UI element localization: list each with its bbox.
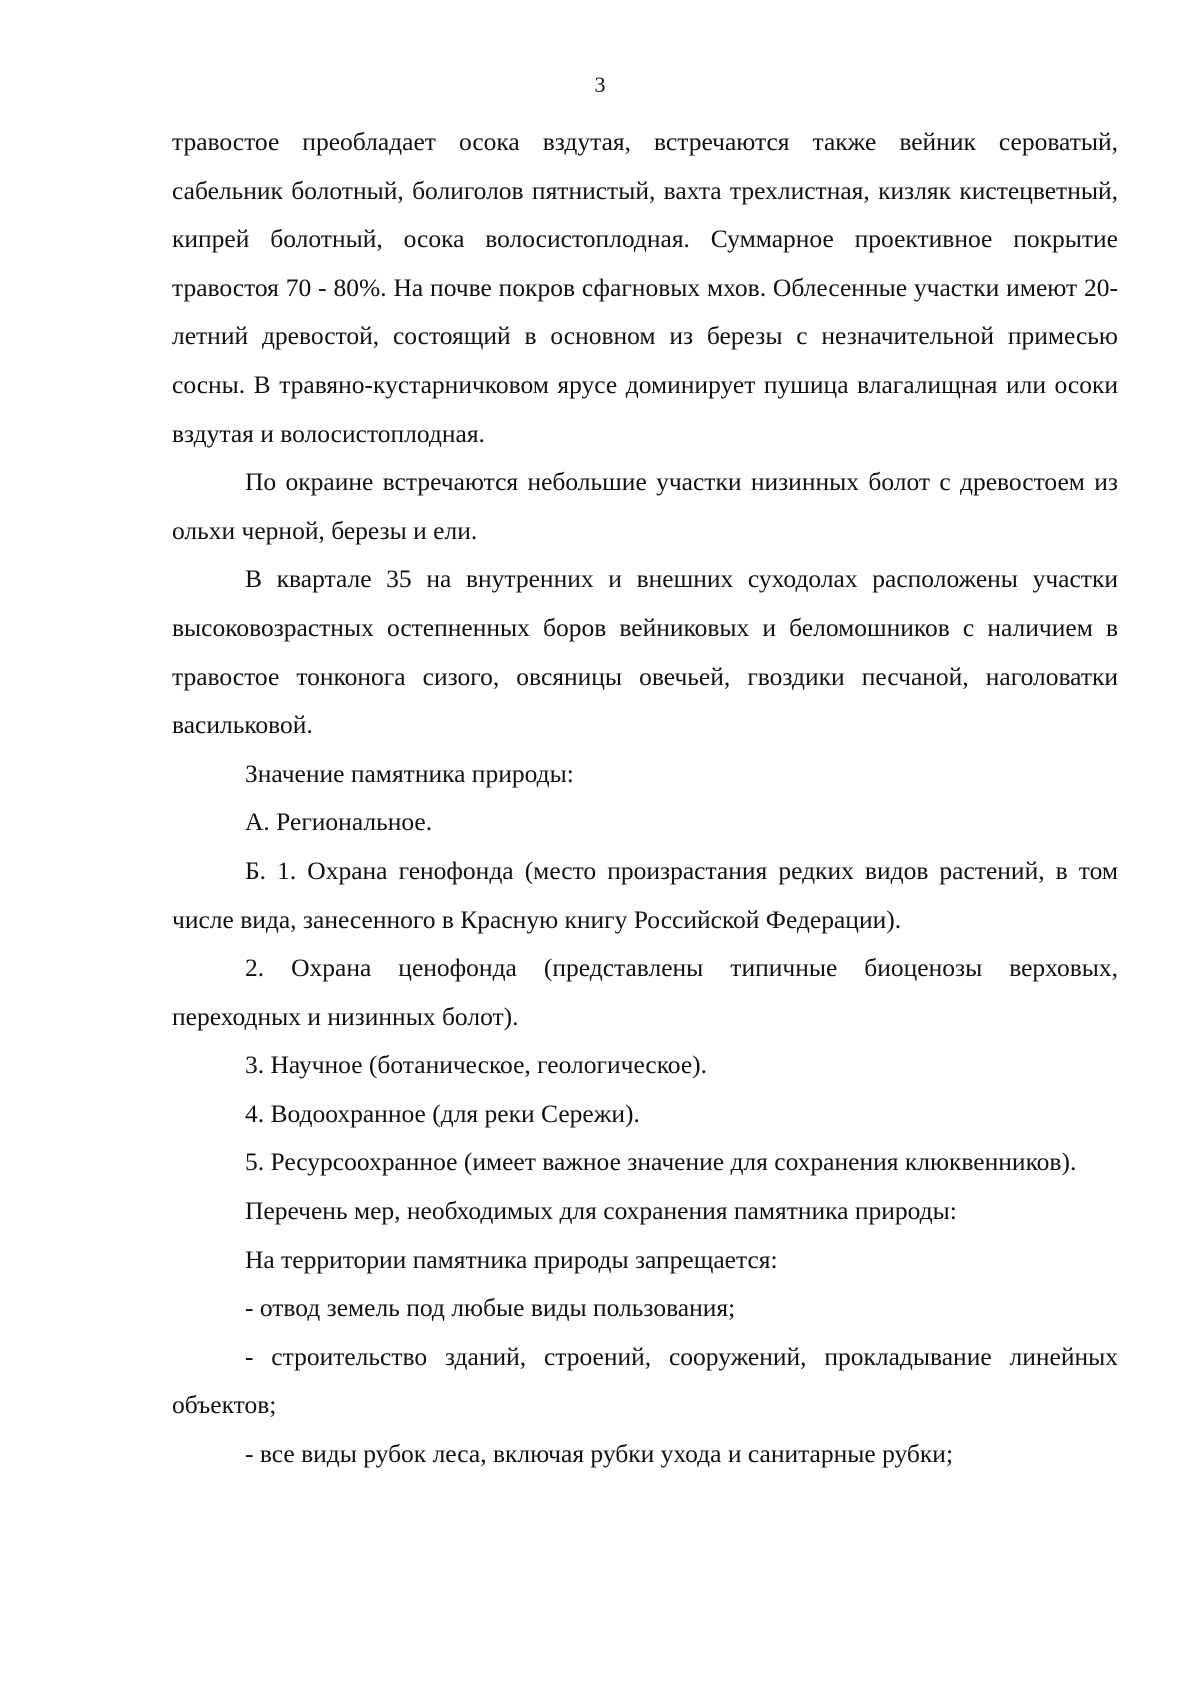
- paragraph-significance-heading: Значение памятника природы:: [245, 758, 574, 788]
- paragraph-significance-b1: Б. 1. Охрана генофонда (место произрастания редких видов растений, в том числе вида, занесенного в Красную книгу Российской Федерации).: [172, 855, 1118, 934]
- document-body: [172, 118, 1118, 1479]
- page-number: 3: [594, 72, 606, 97]
- paragraph-significance-4: 4. Водоохранное (для реки Сережи).: [245, 1098, 640, 1128]
- paragraph-lowland-bogs: По окраине встречаются небольшие участки низинных болот с древостоем из ольхи черной, березы и ели.: [172, 467, 1118, 545]
- list-item-land-allocation: - отвод земель под любые виды пользования;: [245, 1293, 736, 1323]
- paragraph-vegetation-description: травостое преобладает осока вздутая, встречаются также вейник сероватый, сабельник болотный, болиголов пятнистый, вахта трехлистная, кизляк кистецветный, кипрей болотный, осока волосистоплодная. Суммарное проективное покрытие травостоя 70 - 80%. На почве покров сфагновых мхов. Облесенные участки имеют 20-летний древостой, состоящий в основном из березы с незначительной примесью сосны. В травяно-кустарничковом ярусе доминирует пушица влагалищная или осоки вздутая и волосистоплодная.: [172, 127, 1118, 448]
- paragraph-significance-5: 5. Ресурсоохранное (имеет важное значение для сохранения клюквенников).: [245, 1147, 1077, 1177]
- paragraph-significance-3: 3. Научное (ботаническое, геологическое).: [245, 1050, 708, 1080]
- paragraph-measures-heading: Перечень мер, необходимых для сохранения памятника природы:: [245, 1196, 957, 1226]
- paragraph-quarter-35: В квартале 35 на внутренних и внешних суходолах расположены участки высоковозрастных остепненных боров вейниковых и беломошников с наличием в травостое тонконога сизого, овсяницы овечьей, гвоздики песчаной, наголоватки васильковой.: [172, 564, 1118, 740]
- list-item-logging: - все виды рубок леса, включая рубки ухода и санитарные рубки;: [245, 1439, 954, 1469]
- paragraph-prohibitions-heading: На территории памятника природы запрещается:: [245, 1244, 778, 1274]
- paragraph-significance-a: А. Региональное.: [245, 807, 433, 837]
- paragraph-significance-2: 2. Охрана ценофонда (представлены типичные биоценозы верховых, переходных и низинных болот).: [172, 953, 1118, 1031]
- list-item-construction: - строительство зданий, строений, сооружений, прокладывание линейных объектов;: [172, 1341, 1118, 1420]
